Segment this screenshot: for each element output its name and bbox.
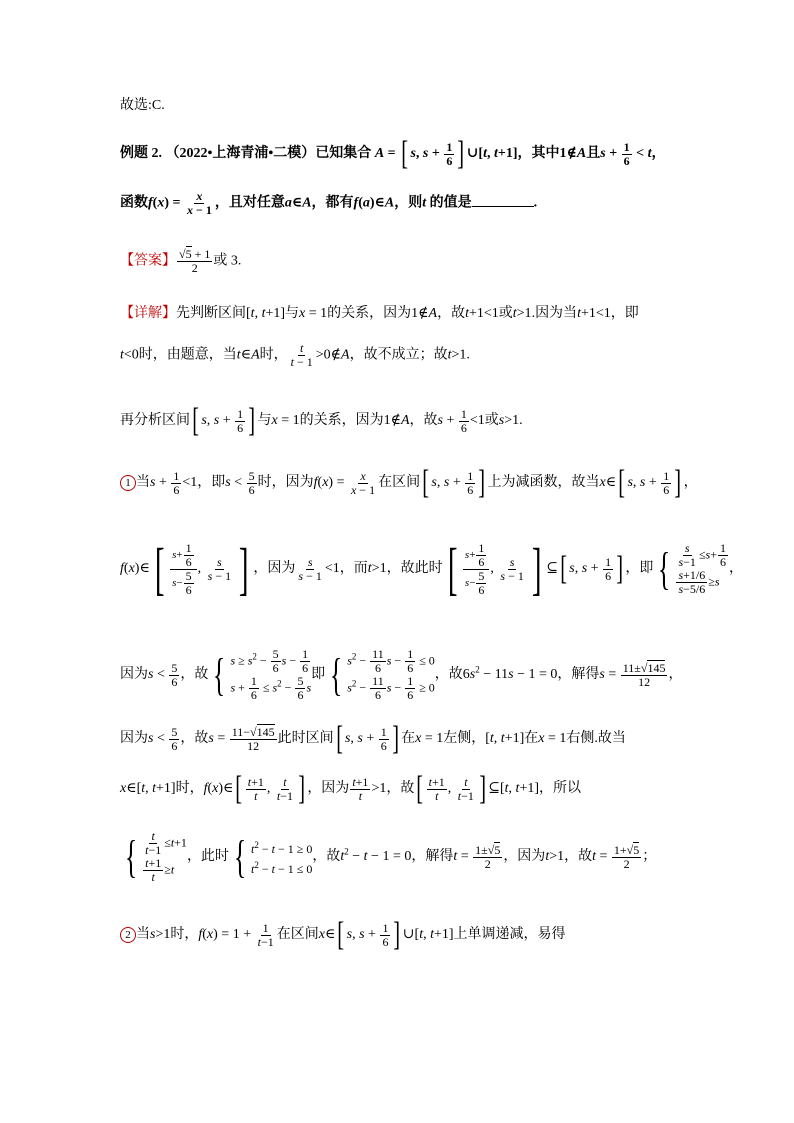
case2-line1: 2 当s>1时，f(x) = 1 + $\frac{1}{t-1}$ 在区间x∈[ s, s + $\frac{1}{6}$ ] ∪[t, t+1]上单调递减，易得 bbox=[120, 918, 566, 952]
detail-line2: t<0时，由题意，当t∈A时， $\frac{t}{t - 1}$ >0∉A，故不成立；故t>1. bbox=[120, 341, 470, 369]
previous-answer-line: 故选:C. bbox=[120, 98, 165, 113]
detail-line1: 【详解】先判断区间[t, t+1]与x = 1的关系，因为1∉A，故t+1<1或t>1.因为当t+1<1，即 bbox=[120, 306, 639, 321]
example-statement-line1: 例题 2. （2022•上海青浦•二模）已知集合 A = [ s, s + $\frac{1}{6}$ ] ∪[t, t+1]，其中1∉A且s + $\frac{1}{6}$ < t， bbox=[120, 135, 666, 172]
case1-line2: f(x)∈[ s+ $\frac{1}{6}$ s− $\frac{5}{6}$ , $\frac{s}{s - 1}$ ] ，因为 $\frac{s}{s - 1}$ <1，而t>1，故此时[ s+ $\frac{1}{6}$ s− $\frac{5}{6}$ , $\frac{s}{s - 1}$ ] ⊆[ s, s + $\frac{1}{6}$ ] ，即 { $\frac{s}{s-1}$ ≤s+ $\frac{1}{6}$ $\frac{s+1/6}{s-5/6}$ ≥s ， bbox=[120, 536, 743, 601]
answer-line: 【答案】 $\frac{√5 + 1}{2}$ 或 3. bbox=[120, 247, 242, 275]
case1-line5: x∈[t, t+1]时，f(x)∈[ $\frac{t+1}{t}$ , $\frac{t}{t-1}$ ] ，因为 $\frac{t+1}{t}$ >1，故[ $\frac{t+1}{t}$ , $\frac{t}{t-1}$ ] ⊆[t, t+1]，所以 bbox=[120, 770, 581, 807]
case1-line3: 因为s < $\frac{5}{6}$ ，故 { $s \ge s^2$ − $\frac{5}{6}$ s − $\frac{1}{6}$ s + $\frac{1}{6}$ ≤ $s^2$ − $\frac{5}{6}$ s 即 { $s^2$ − $\frac{11}{6}$ s − $\frac{1}{6}$ ≤ 0 $s^2$ − $\frac{11}{6}$ s − $\frac{1}{6}$ ≥ 0 ，故$6s^2 - 11s - 1 = 0$，解得s = $\frac{11\pm√145}{12}$ ， bbox=[120, 647, 683, 702]
example-source: （2022•上海青浦•二模） bbox=[165, 146, 316, 162]
case1-line1: 1 当s + $\frac{1}{6}$ <1，即s < $\frac{5}{6}$ 时，因为f(x) = $\frac{x}{x - 1}$ 在区间[ s, s + $\frac{1}{6}$ ] 上为减函数，故当x∈[ s, s + $\frac{1}{6}$ ] ， bbox=[120, 466, 698, 500]
case1-circle-mark: 1 bbox=[120, 475, 136, 491]
case1-line6: { $\frac{t}{t-1}$ ≤t+1 $\frac{t+1}{t}$ ≥t ，此时 { $t^2 - t - 1 \ge 0$ $t^2 - t - 1 \le 0$ ，故$t^2 - t - 1 = 0$，解得t = $\frac{1\pm√5}{2}$ ，因为t>1，故t = $\frac{1+√5}{2}$ ； bbox=[124, 829, 657, 884]
detail-line3: 再分析区间[ s, s + $\frac{1}{6}$ ] 与x = 1的关系，因为1∉A，故s + $\frac{1}{6}$ <1或s>1. bbox=[120, 402, 523, 439]
example-label: 例题 2. bbox=[120, 146, 162, 162]
example-statement-line2: 函数f(x) = $\frac{x}{x - 1}$ ，且对任意a∈A，都有f(a)∈A，则t 的值是 . bbox=[120, 189, 538, 217]
answer-label: 【答案】 bbox=[120, 253, 176, 269]
case1-line4: 因为s < $\frac{5}{6}$ ，故s = $\frac{11-√145}{12}$ 此时区间[ s, s + $\frac{1}{6}$ ] 在x = 1左侧，[t, t+1]在x = 1右侧.故当 bbox=[120, 720, 626, 757]
detail-label: 【详解】 bbox=[120, 306, 176, 321]
case2-circle-mark: 2 bbox=[120, 927, 136, 943]
answer-blank bbox=[472, 192, 534, 207]
